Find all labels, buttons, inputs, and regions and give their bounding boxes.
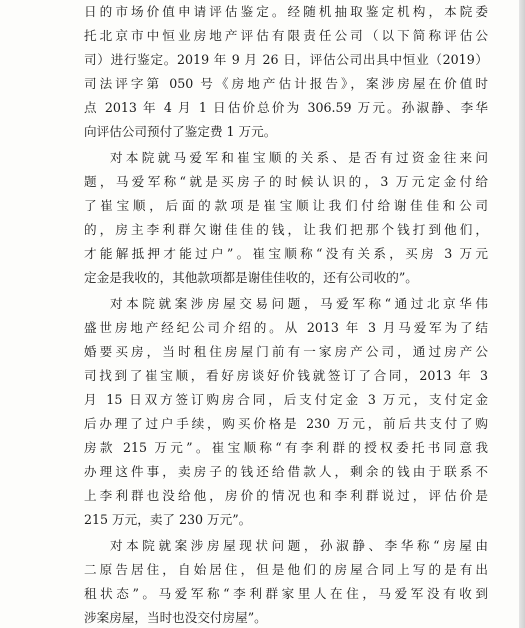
- text-line: 租状态”。马爱军称“李利群家里人在住，马爱军没有收到: [84, 586, 488, 601]
- text-line: 托北京市中恒业房地产评估有限责任公司（以下简称评估公: [84, 28, 488, 43]
- text-line: 对本院就案涉房屋交易问题，马爱军称“通过北京华伟: [110, 296, 488, 311]
- text-line: 司找到了崔宝顺，看好房谈好价钱就签订了合同，2013 年 3: [84, 368, 488, 383]
- text-line: 的，房主李利群欠谢佳佳的钱，让我们把那个钱打到他们，: [84, 222, 488, 237]
- text-line: 房款 215 万元”。崔宝顺称“有李利群的授权委托书同意我: [84, 440, 488, 455]
- text-line: 月 15 日双方签订购房合同，后支付定金 3 万元，支付定金: [84, 392, 488, 407]
- document-body: [84, 0, 488, 628]
- text-line: 涉案房屋，当时也没交付房屋”。: [84, 610, 267, 625]
- text-line: 上李利群也没给他，房价的情况也和李利群说过，评估价是: [84, 488, 488, 503]
- page-edge-shadow: [519, 0, 525, 628]
- text-line: 215 万元，卖了 230 万元”。: [84, 512, 252, 527]
- text-line: 日的市场价值申请评估鉴定。经随机抽取鉴定机构，本院委: [84, 4, 488, 19]
- text-line: 向评估公司预付了鉴定费 1 万元。: [84, 124, 277, 139]
- text-line: 盛世房地产经纪公司介绍的。从 2013 年 3 月马爱军为了结: [84, 320, 488, 335]
- text-line: 点 2013 年 4 月 1 日估价总价为 306.59 万元。孙淑静、李华: [84, 100, 488, 115]
- text-line: 定金是我收的，其他款项都是谢佳佳收的，还有公司收的”。: [84, 270, 418, 285]
- text-line: 司）进行鉴定。2019 年 9 月 26 日，评估公司出具中恒业（2019）: [84, 52, 488, 67]
- text-line: 司法评字第 050 号《房地产估计报告》，案涉房屋在价值时: [84, 76, 488, 91]
- text-line: 题，马爱军称“就是买房子的时候认识的，3 万元定金付给: [84, 174, 488, 189]
- text-line: 婚要买房，当时租住房屋门前有一家房产公司，通过房产公: [84, 344, 488, 359]
- paragraph: [84, 0, 488, 144]
- paragraph: [84, 146, 488, 290]
- text-line: 二原告居住，自始居住，但是他们的房屋合同上写的是有出: [84, 562, 488, 577]
- text-line: 才能解抵押才能过户”。崔宝顺称“没有关系，买房 3 万元: [84, 246, 488, 261]
- text-line: 对本院就案涉房屋现状问题，孙淑静、李华称“房屋由: [110, 538, 488, 553]
- text-line: 后办理了过户手续，购买价格是 230 万元，前后共支付了购: [84, 416, 488, 431]
- paragraph: [84, 292, 488, 532]
- text-line: 了崔宝顺，后面的款项是崔宝顺让我们付给谢佳佳和公司: [84, 198, 488, 213]
- paragraph: [84, 534, 488, 628]
- text-line: 对本院就马爱军和崔宝顺的关系、是否有过资金往来问: [110, 150, 488, 165]
- text-line: 办理这件事，卖房子的钱还给借款人，剩余的钱由于联系不: [84, 464, 488, 479]
